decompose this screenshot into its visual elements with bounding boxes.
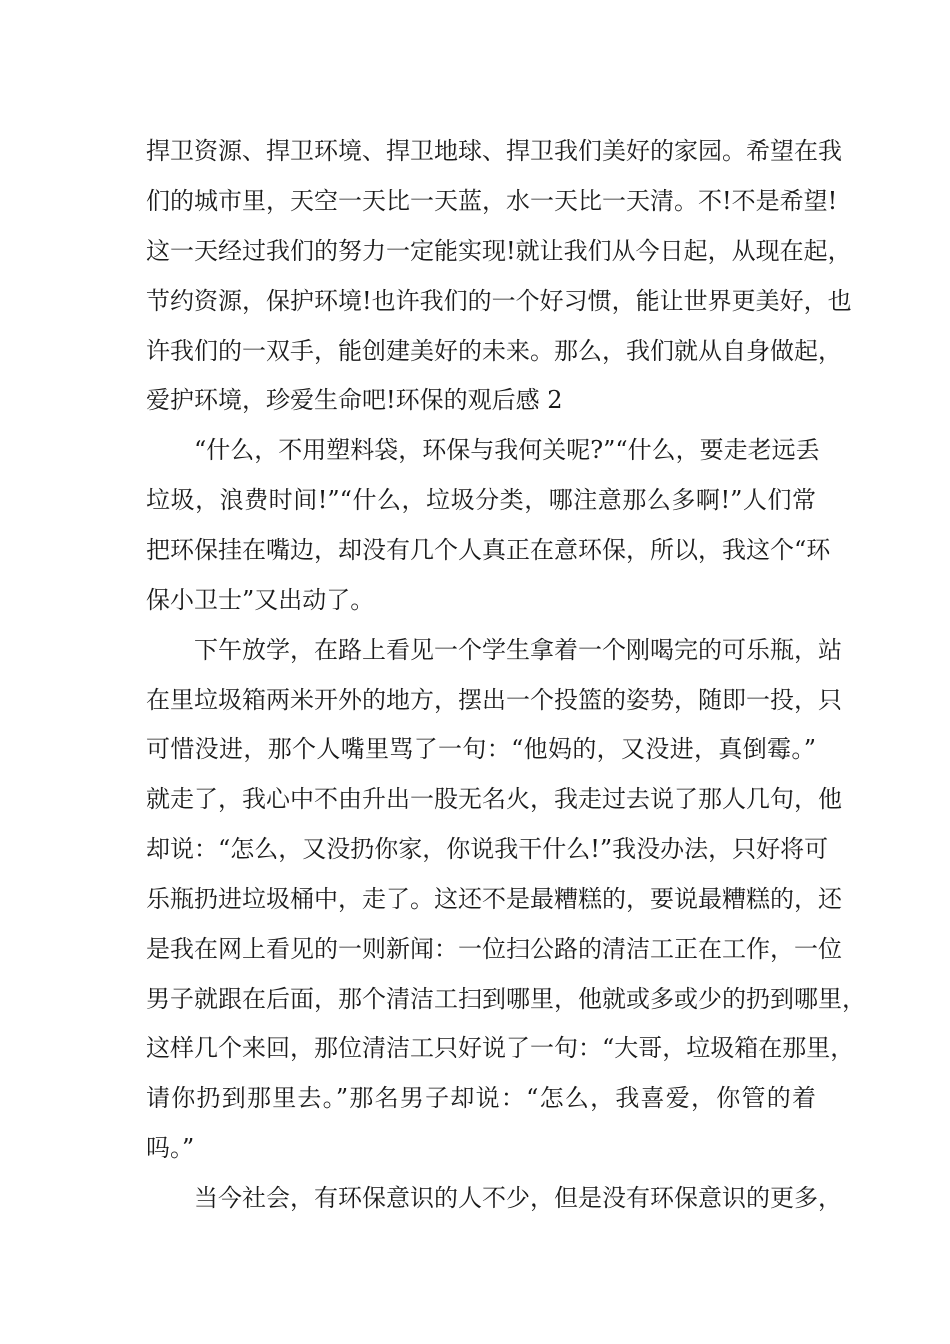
text-line: 捍卫资源、捍卫环境、捍卫地球、捍卫我们美好的家园。希望在我: [146, 137, 842, 165]
text-line: 吗。”: [146, 1134, 195, 1162]
text-line: 们的城市里，天空一天比一天蓝，水一天比一天清。不!不是希望!: [146, 187, 838, 215]
text-line: 可惜没进，那个人嘴里骂了一句：“他妈的，又没进，真倒霉。”: [146, 735, 816, 763]
text-line: 保小卫士”又出动了。: [146, 586, 375, 614]
text-line: 爱护环境，珍爱生命吧!环保的观后感 2: [146, 386, 563, 414]
text-line: 在里垃圾箱两米开外的地方，摆出一个投篮的姿势，随即一投，只: [146, 686, 842, 714]
text-line: 节约资源，保护环境!也许我们的一个好习惯，能让世界更美好，也: [146, 287, 852, 315]
text-line: 乐瓶扔进垃圾桶中，走了。这还不是最糟糕的，要说最糟糕的，还: [146, 885, 842, 913]
text-line: 请你扔到那里去。”那名男子却说：“怎么，我喜爱，你管的着: [146, 1084, 816, 1112]
text-line: 是我在网上看见的一则新闻：一位扫公路的清洁工正在工作，一位: [146, 935, 842, 963]
text-line: 却说：“怎么，又没扔你家，你说我干什么!”我没办法，只好将可: [146, 835, 829, 863]
paragraph-first-line: 当今社会，有环保意识的人不少，但是没有环保意识的更多，: [194, 1184, 842, 1212]
paragraph-first-line: 下午放学，在路上看见一个学生拿着一个刚喝完的可乐瓶，站: [194, 636, 842, 664]
paragraph-first-line: “什么，不用塑料袋，环保与我何关呢?”“什么，要走老远丢: [194, 436, 820, 464]
text-line: 垃圾，浪费时间!”“什么，垃圾分类，哪注意那么多啊!”人们常: [146, 486, 816, 514]
text-line: 这一天经过我们的努力一定能实现!就让我们从今日起，从现在起，: [146, 237, 852, 265]
text-line: 就走了，我心中不由升出一股无名火，我走过去说了那人几句，他: [146, 785, 842, 813]
text-line: 把环保挂在嘴边，却没有几个人真正在意环保，所以，我这个“环: [146, 536, 831, 564]
text-line: 这样几个来回，那位清洁工只好说了一句：“大哥，垃圾箱在那里，: [146, 1034, 855, 1062]
text-line: 男子就跟在后面，那个清洁工扫到哪里，他就或多或少的扔到哪里，: [146, 985, 866, 1013]
text-line: 许我们的一双手，能创建美好的未来。那么，我们就从自身做起，: [146, 337, 842, 365]
